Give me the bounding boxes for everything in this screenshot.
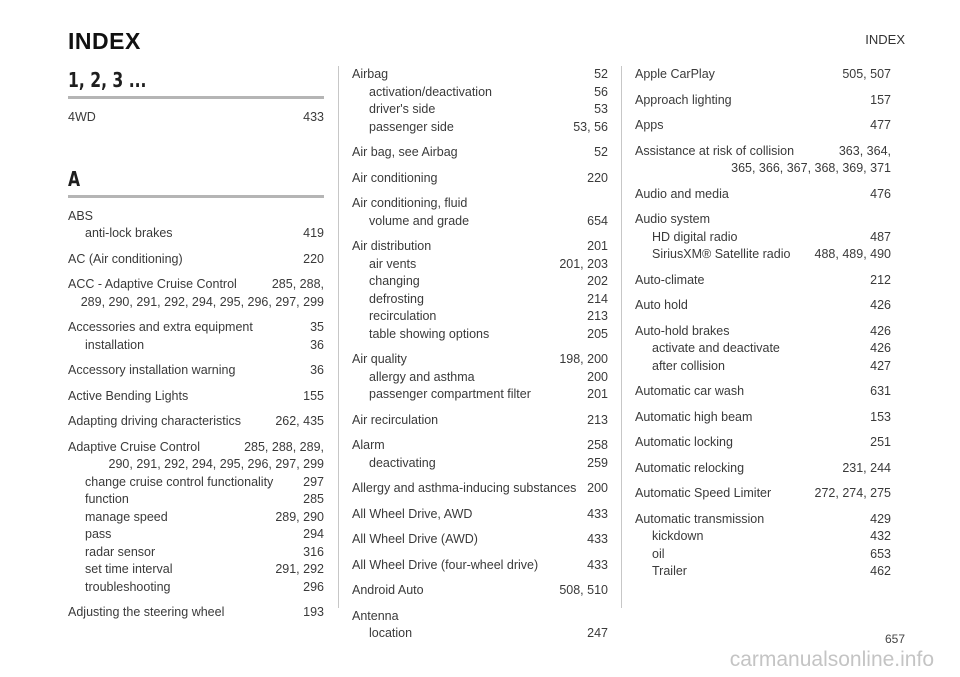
- entry-pages[interactable]: 52: [594, 145, 608, 159]
- entry-pages[interactable]: 426: [870, 298, 891, 312]
- entry-label: Antenna: [352, 608, 399, 623]
- subentry-label: troubleshooting: [85, 579, 171, 594]
- entry-label: Automatic Speed Limiter: [635, 486, 772, 500]
- entry-label: Audio system: [635, 212, 711, 226]
- entry-pages[interactable]: 363, 364,: [838, 143, 891, 158]
- entry-pages[interactable]: 212: [870, 272, 891, 287]
- entry-label: All Wheel Drive (four-wheel drive): [352, 557, 539, 572]
- entry-label: Alarm: [352, 438, 385, 452]
- index-entry: [352, 557, 608, 575]
- entry-label: Air quality: [352, 352, 407, 366]
- entry-label: 4WD: [68, 110, 96, 124]
- entry-label: Air distribution: [352, 239, 432, 253]
- entry-pages[interactable]: 52: [594, 67, 608, 81]
- entry-label: Allergy and asthma-inducing substances: [352, 481, 577, 495]
- entry-label: Accessories and extra equipment: [68, 320, 253, 334]
- section-heading: A: [68, 166, 81, 191]
- entry-label: Audio and media: [635, 186, 729, 201]
- subentry-pages[interactable]: 294: [303, 527, 324, 541]
- entry-pages-continued[interactable]: 290, 291, 292, 294, 295, 296, 297, 299: [108, 457, 324, 471]
- index-entry: [68, 362, 324, 380]
- entry-label: Automatic car wash: [635, 384, 745, 398]
- entry-pages[interactable]: 201: [587, 239, 608, 253]
- subentry-pages[interactable]: 488, 489, 490: [814, 247, 891, 261]
- index-entry: [68, 276, 324, 311]
- entry-label: Apps: [635, 118, 664, 132]
- entry-label: Auto-hold brakes: [635, 323, 730, 338]
- index-entry: [68, 413, 324, 431]
- entry-pages[interactable]: 200: [587, 481, 608, 495]
- subentry-pages[interactable]: 297: [303, 474, 324, 489]
- entry-label: AC (Air conditioning): [68, 251, 183, 266]
- subentry-label: SiriusXM® Satellite radio: [652, 247, 791, 261]
- entry-pages[interactable]: 285, 288, 289,: [244, 439, 324, 454]
- index-entry: [68, 319, 324, 354]
- entry-label: Automatic transmission: [635, 511, 765, 526]
- index-entry: [352, 608, 608, 643]
- index-entry: [635, 297, 891, 315]
- entry-label: Active Bending Lights: [68, 388, 189, 403]
- index-entry: [68, 388, 324, 406]
- subentry-label: activation/deactivation: [369, 84, 492, 99]
- index-entry: [352, 412, 608, 430]
- subentry-label: set time interval: [85, 562, 173, 576]
- entry-pages[interactable]: 153: [870, 409, 891, 424]
- page-title: INDEX: [68, 28, 141, 54]
- index-entry: [68, 109, 324, 127]
- index-entry: [635, 66, 891, 84]
- index-column-3: [635, 66, 891, 589]
- subentry-label: Trailer: [652, 564, 687, 578]
- subentry-pages[interactable]: 205: [587, 326, 608, 341]
- index-entry: [68, 208, 324, 243]
- index-entry: [635, 143, 891, 178]
- index-entry: [635, 186, 891, 204]
- subentry-pages[interactable]: 201: [587, 387, 608, 401]
- entry-label: Air conditioning: [352, 170, 438, 185]
- subentry-label: air vents: [369, 256, 417, 271]
- index-entry: [635, 409, 891, 427]
- entry-label: Air recirculation: [352, 412, 439, 427]
- index-entry: [352, 582, 608, 600]
- index-column-2: [352, 66, 608, 651]
- entry-label: All Wheel Drive (AWD): [352, 532, 478, 546]
- subentry-pages[interactable]: 202: [587, 274, 608, 288]
- index-entry: [352, 238, 608, 343]
- entry-label: Approach lighting: [635, 92, 732, 107]
- index-entry: [68, 251, 324, 269]
- subentry-label: passenger compartment filter: [369, 387, 531, 401]
- index-entry: [635, 434, 891, 452]
- entry-label: Apple CarPlay: [635, 67, 715, 81]
- entry-pages[interactable]: 433: [303, 110, 324, 124]
- entry-label: Adaptive Cruise Control: [68, 439, 201, 454]
- entry-label: Air conditioning, fluid: [352, 196, 468, 210]
- entry-pages[interactable]: 631: [870, 384, 891, 398]
- entry-pages[interactable]: 426: [870, 323, 891, 338]
- entry-pages-continued[interactable]: 365, 366, 367, 368, 369, 371: [731, 161, 891, 175]
- index-entry: [68, 604, 324, 622]
- entry-label: Adjusting the steering wheel: [68, 605, 225, 619]
- entry-label: Automatic high beam: [635, 409, 753, 424]
- subentry-pages[interactable]: 462: [870, 564, 891, 578]
- entry-pages[interactable]: 433: [587, 532, 608, 546]
- subentry-label: allergy and asthma: [369, 369, 475, 384]
- subentry-label: radar sensor: [85, 544, 156, 559]
- subentry-label: HD digital radio: [652, 229, 738, 244]
- entry-label: Automatic locking: [635, 435, 733, 449]
- index-entry: [352, 195, 608, 230]
- subentry-pages[interactable]: 291, 292: [275, 562, 324, 576]
- index-entry: [635, 460, 891, 478]
- subentry-pages[interactable]: 487: [870, 229, 891, 244]
- entry-pages[interactable]: 433: [587, 557, 608, 572]
- index-entry: [352, 144, 608, 162]
- subentry-label: changing: [369, 274, 420, 288]
- index-entry: [635, 323, 891, 376]
- entry-label: Automatic relocking: [635, 460, 745, 475]
- subentry-pages[interactable]: 200: [587, 369, 608, 384]
- subentry-pages[interactable]: 653: [870, 546, 891, 561]
- index-entry: [352, 480, 608, 498]
- subentry-pages[interactable]: 201, 203: [559, 256, 608, 271]
- index-entry: [635, 485, 891, 503]
- entry-label: Accessory installation warning: [68, 363, 236, 377]
- subentry-label: recirculation: [369, 309, 437, 323]
- index-entry: [635, 117, 891, 135]
- subentry-label: change cruise control functionality: [85, 474, 274, 489]
- index-entry: [635, 511, 891, 581]
- entry-pages[interactable]: 272, 274, 275: [814, 486, 891, 500]
- entry-pages[interactable]: 476: [870, 186, 891, 201]
- subentry-pages[interactable]: 214: [587, 291, 608, 306]
- subentry-pages[interactable]: 316: [303, 544, 324, 559]
- entry-pages[interactable]: 251: [870, 435, 891, 449]
- index-entry: [68, 439, 324, 597]
- entry-pages[interactable]: 508, 510: [559, 583, 608, 597]
- subentry-pages[interactable]: 56: [594, 84, 608, 99]
- subentry-pages[interactable]: 36: [310, 337, 324, 352]
- entry-pages[interactable]: 155: [303, 388, 324, 403]
- subentry-pages[interactable]: 53, 56: [573, 119, 608, 134]
- watermark: carmanualsonline.info: [729, 648, 934, 671]
- entry-pages[interactable]: 157: [870, 92, 891, 107]
- subentry-label: passenger side: [369, 119, 454, 134]
- subentry-label: anti-lock brakes: [85, 226, 173, 240]
- entry-pages[interactable]: 262, 435: [275, 414, 324, 428]
- entry-pages[interactable]: 433: [587, 506, 608, 521]
- entry-pages[interactable]: 231, 244: [842, 460, 891, 475]
- column-divider: [621, 66, 622, 608]
- entry-label: Auto-climate: [635, 272, 705, 287]
- subentry-pages[interactable]: 259: [587, 455, 608, 470]
- entry-label: Auto hold: [635, 298, 688, 312]
- entry-pages[interactable]: 198, 200: [559, 352, 608, 366]
- entry-pages-continued[interactable]: 289, 290, 291, 292, 294, 295, 296, 297, 299: [80, 294, 324, 309]
- index-column-1: [68, 66, 324, 630]
- subentry-label: deactivating: [369, 455, 436, 470]
- subentry-label: kickdown: [652, 529, 704, 543]
- index-entry: [352, 437, 608, 472]
- entry-pages[interactable]: 285, 288,: [271, 277, 324, 291]
- entry-label: Adapting driving characteristics: [68, 414, 241, 428]
- page-number: 657: [884, 632, 905, 646]
- subentry-pages[interactable]: 213: [587, 309, 608, 323]
- entry-pages[interactable]: 220: [303, 251, 324, 266]
- subentry-pages[interactable]: 432: [870, 529, 891, 543]
- entry-pages[interactable]: 35: [310, 320, 324, 334]
- subentry-label: defrosting: [369, 291, 424, 306]
- entry-pages[interactable]: 429: [870, 511, 891, 526]
- subentry-pages[interactable]: 247: [587, 626, 608, 640]
- subentry-pages[interactable]: 419: [303, 226, 324, 240]
- subentry-label: driver's side: [369, 102, 436, 116]
- subentry-label: oil: [652, 546, 665, 561]
- subentry-pages[interactable]: 296: [303, 579, 324, 594]
- entry-pages[interactable]: 213: [587, 412, 608, 427]
- entry-label: All Wheel Drive, AWD: [352, 506, 473, 521]
- subentry-pages[interactable]: 289, 290: [275, 509, 324, 524]
- subentry-label: volume and grade: [369, 213, 470, 228]
- subentry-pages[interactable]: 53: [594, 102, 608, 116]
- entry-pages[interactable]: 193: [303, 605, 324, 619]
- entry-label: Airbag: [352, 67, 389, 81]
- index-entry: [352, 170, 608, 188]
- entry-label: Android Auto: [352, 583, 424, 597]
- entry-pages[interactable]: 505, 507: [842, 67, 891, 81]
- subentry-label: activate and deactivate: [652, 341, 780, 355]
- subentry-label: location: [369, 626, 413, 640]
- index-entry: [635, 383, 891, 401]
- index-entry: [352, 531, 608, 549]
- running-header: INDEX: [865, 32, 905, 47]
- entry-label: ACC - Adaptive Cruise Control: [68, 277, 237, 291]
- section-rule: [68, 195, 324, 198]
- index-entry: [352, 506, 608, 524]
- subentry-pages[interactable]: 654: [587, 213, 608, 228]
- entry-pages[interactable]: 258: [587, 438, 608, 452]
- section-rule: [68, 96, 324, 99]
- entry-pages[interactable]: 477: [870, 118, 891, 132]
- index-entry: [635, 92, 891, 110]
- subentry-pages[interactable]: 426: [870, 341, 891, 355]
- entry-pages[interactable]: 36: [310, 363, 324, 377]
- subentry-pages[interactable]: 427: [870, 358, 891, 373]
- entry-label: Assistance at risk of collision: [635, 143, 795, 158]
- subentry-label: function: [85, 492, 129, 506]
- index-entry: [635, 211, 891, 264]
- index-entry: [635, 272, 891, 290]
- entry-label: ABS: [68, 208, 94, 223]
- section-heading: 1, 2, 3 ...: [68, 68, 147, 92]
- subentry-pages[interactable]: 285: [303, 492, 324, 506]
- subentry-label: manage speed: [85, 509, 168, 524]
- column-divider: [338, 66, 339, 608]
- subentry-label: installation: [85, 337, 145, 352]
- index-entry: [352, 351, 608, 404]
- subentry-label: pass: [85, 527, 112, 541]
- subentry-label: after collision: [652, 358, 725, 373]
- subentry-label: table showing options: [369, 326, 490, 341]
- entry-pages[interactable]: 220: [587, 170, 608, 185]
- entry-label: Air bag, see Airbag: [352, 145, 458, 159]
- index-entry: [352, 66, 608, 136]
